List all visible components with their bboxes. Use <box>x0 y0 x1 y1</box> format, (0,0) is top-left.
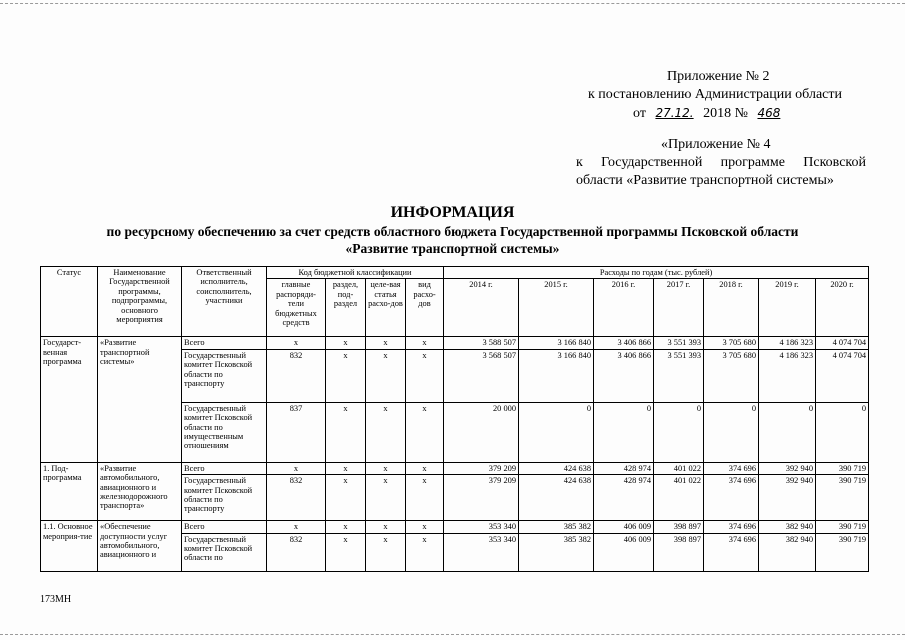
header-year-2014: 2014 г. <box>444 279 519 337</box>
row-target: х <box>366 402 406 462</box>
row-value: 353 340 <box>444 521 519 533</box>
annex2-line-3: области «Развитие транспортной системы» <box>576 173 834 188</box>
row-value: 4 186 323 <box>759 349 816 402</box>
row-value: 390 719 <box>816 462 869 474</box>
row-type: х <box>406 462 444 474</box>
row-value: 401 022 <box>654 462 704 474</box>
header-year-2020: 2020 г. <box>816 279 869 337</box>
scan-edge-bottom <box>0 634 905 635</box>
row-grbs: 832 <box>267 475 326 521</box>
header-year-2015: 2015 г. <box>519 279 594 337</box>
footer-code: 173МН <box>40 594 72 605</box>
row-grbs: х <box>267 337 326 349</box>
header-kbk: Код бюджетной классификации <box>267 267 444 279</box>
row-executor: Государственный комитет Псковской области по транспорту <box>182 349 267 402</box>
scan-edge-top <box>0 3 905 4</box>
row-value: 3 406 866 <box>594 337 654 349</box>
row-section: х <box>326 521 366 533</box>
row-value: 406 009 <box>594 533 654 571</box>
row-value: 0 <box>519 402 594 462</box>
row-value: 428 974 <box>594 475 654 521</box>
row-value: 392 940 <box>759 475 816 521</box>
date-prefix: от <box>633 106 646 121</box>
row-value: 0 <box>816 402 869 462</box>
row-value: 424 638 <box>519 475 594 521</box>
row-value: 374 696 <box>704 475 759 521</box>
row-section: х <box>326 349 366 402</box>
row-executor: Всего <box>182 462 267 474</box>
row-value: 374 696 <box>704 462 759 474</box>
row-value: 379 209 <box>444 462 519 474</box>
row-value: 382 940 <box>759 533 816 571</box>
row-program-name: «Развитие автомобильного, авиационного и железнодорожного транспорта» <box>98 462 182 520</box>
row-value: 3 166 840 <box>519 337 594 349</box>
row-value: 385 382 <box>519 521 594 533</box>
row-value: 3 705 680 <box>704 337 759 349</box>
row-executor: Всего <box>182 337 267 349</box>
row-value: 390 719 <box>816 475 869 521</box>
resource-table <box>40 266 869 572</box>
row-value: 401 022 <box>654 475 704 521</box>
row-value: 3 406 866 <box>594 349 654 402</box>
table-row <box>41 521 869 533</box>
row-value: 3 588 507 <box>444 337 519 349</box>
row-value: 3 705 680 <box>704 349 759 402</box>
header-grbs: главные распоряди-тели бюджетных средств <box>267 279 326 337</box>
header-executor: Ответственный исполнитель, соисполнитель, участники <box>182 267 267 337</box>
row-value: 0 <box>654 402 704 462</box>
row-section: х <box>326 475 366 521</box>
row-grbs: 832 <box>267 533 326 571</box>
row-value: 353 340 <box>444 533 519 571</box>
row-type: х <box>406 337 444 349</box>
document-subtitle: по ресурсному обеспечению за счет средств областного бюджета Государственной программы Псковской области <box>106 224 799 239</box>
row-grbs: 832 <box>267 349 326 402</box>
row-target: х <box>366 533 406 571</box>
row-grbs: х <box>267 521 326 533</box>
annex-line-1: Приложение № 2 <box>667 69 770 84</box>
row-value: 20 000 <box>444 402 519 462</box>
row-value: 390 719 <box>816 521 869 533</box>
row-value: 379 209 <box>444 475 519 521</box>
row-type: х <box>406 349 444 402</box>
header-name: Наименование Государственной программы, подпрограммы, основного мероприятия <box>98 267 182 337</box>
row-value: 424 638 <box>519 462 594 474</box>
row-value: 428 974 <box>594 462 654 474</box>
row-status: 1. Под-программа <box>41 462 98 520</box>
header-row-1 <box>41 267 869 279</box>
row-target: х <box>366 337 406 349</box>
header-status: Статус <box>41 267 98 337</box>
row-value: 398 897 <box>654 521 704 533</box>
row-target: х <box>366 462 406 474</box>
handwritten-date: 27.12. <box>655 106 694 120</box>
row-target: х <box>366 349 406 402</box>
document-subtitle-program: «Развитие транспортной системы» <box>345 241 560 256</box>
row-target: х <box>366 521 406 533</box>
header-year-2018: 2018 г. <box>704 279 759 337</box>
document-heading: ИНФОРМАЦИЯ <box>390 204 515 221</box>
row-value: 390 719 <box>816 533 869 571</box>
row-target: х <box>366 475 406 521</box>
row-value: 385 382 <box>519 533 594 571</box>
row-type: х <box>406 521 444 533</box>
row-value: 374 696 <box>704 533 759 571</box>
resource-table-body <box>41 267 869 572</box>
row-value: 0 <box>704 402 759 462</box>
row-section: х <box>326 402 366 462</box>
row-type: х <box>406 475 444 521</box>
header-type: вид расхо-дов <box>406 279 444 337</box>
row-value: 3 166 840 <box>519 349 594 402</box>
row-grbs: х <box>267 462 326 474</box>
row-executor: Всего <box>182 521 267 533</box>
row-section: х <box>326 462 366 474</box>
row-executor: Государственный комитет Псковской области по <box>182 533 267 571</box>
row-status: 1.1. Основное мероприя-тие <box>41 521 98 571</box>
row-value: 398 897 <box>654 533 704 571</box>
header-expenses: Расходы по годам (тыс. рублей) <box>444 267 869 279</box>
handwritten-number: 468 <box>757 106 781 120</box>
row-value: 4 074 704 <box>816 337 869 349</box>
row-section: х <box>326 533 366 571</box>
row-program-name: «Обеспечение доступности услуг автомобильного, авиационного и <box>98 521 182 571</box>
row-value: 4 074 704 <box>816 349 869 402</box>
row-section: х <box>326 337 366 349</box>
header-year-2016: 2016 г. <box>594 279 654 337</box>
table-row <box>41 462 869 474</box>
annex2-line-2: к Государственной программе Псковской <box>576 155 866 170</box>
header-year-2017: 2017 г. <box>654 279 704 337</box>
row-value: 406 009 <box>594 521 654 533</box>
row-value: 3 551 393 <box>654 337 704 349</box>
row-type: х <box>406 533 444 571</box>
row-value: 392 940 <box>759 462 816 474</box>
header-section: раздел, под-раздел <box>326 279 366 337</box>
row-value: 374 696 <box>704 521 759 533</box>
header-target: целе-вая статья расхо-дов <box>366 279 406 337</box>
header-year-2019: 2019 г. <box>759 279 816 337</box>
row-value: 3 568 507 <box>444 349 519 402</box>
row-program-name: «Развитие транспортной системы» <box>98 337 182 462</box>
row-executor: Государственный комитет Псковской области по имущественным отношениям <box>182 402 267 462</box>
row-value: 4 186 323 <box>759 337 816 349</box>
row-value: 382 940 <box>759 521 816 533</box>
row-grbs: 837 <box>267 402 326 462</box>
row-value: 3 551 393 <box>654 349 704 402</box>
annex-line-2: к постановлению Администрации области <box>588 87 842 102</box>
row-status: Государст-венная программа <box>41 337 98 462</box>
year-number-label: 2018 № <box>703 106 748 121</box>
annex-date-line <box>633 104 786 123</box>
row-value: 0 <box>594 402 654 462</box>
row-value: 0 <box>759 402 816 462</box>
row-executor: Государственный комитет Псковской области по транспорту <box>182 475 267 521</box>
table-row <box>41 337 869 349</box>
annex2-line-1: «Приложение № 4 <box>661 137 771 152</box>
row-type: х <box>406 402 444 462</box>
